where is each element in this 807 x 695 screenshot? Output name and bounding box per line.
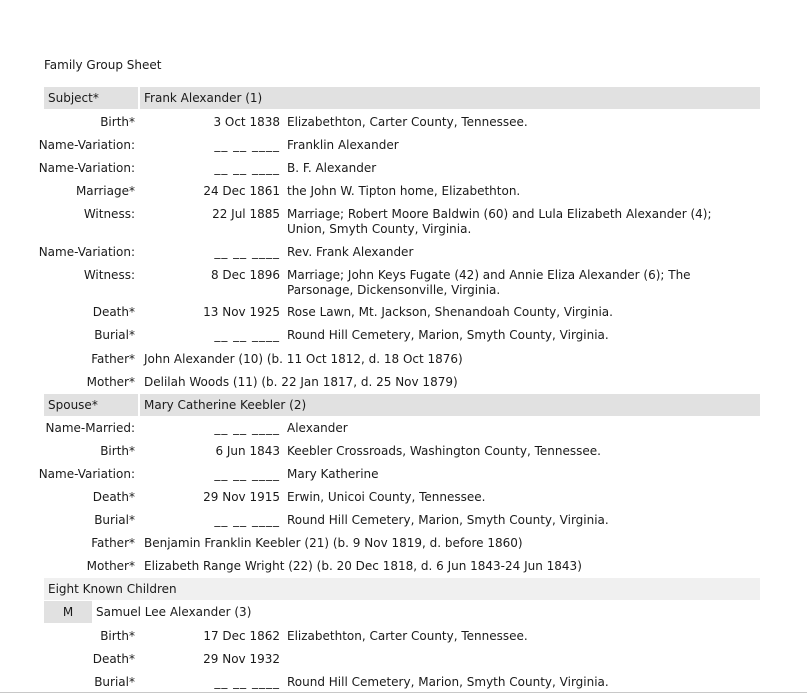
- event-date: 22 Jul 1885: [212, 207, 280, 221]
- event-place: Elizabethton, Carter County, Tennessee.: [287, 629, 528, 643]
- event-date: __ __ ____: [214, 161, 280, 175]
- event-place: Round Hill Cemetery, Marion, Smyth County, Virginia.: [287, 513, 609, 527]
- event-label: Name-Variation:: [38, 467, 135, 481]
- event-place: Marriage; John Keys Fugate (42) and Annie Eliza Alexander (6); The Parsonage, Dickensonville, Virginia.: [287, 268, 691, 297]
- child-row: [44, 601, 760, 623]
- event-date: 24 Dec 1861: [203, 184, 280, 198]
- event-place: Rev. Frank Alexander: [287, 245, 414, 259]
- child-sex-badge: M: [44, 601, 92, 623]
- subject-name: Frank Alexander (1): [144, 91, 263, 105]
- spouse-header: [44, 394, 760, 416]
- subject-header: [44, 87, 760, 109]
- event-label: Name-Variation:: [38, 161, 135, 175]
- event-date: __ __ ____: [214, 467, 280, 481]
- spouse-name: Mary Catherine Keebler (2): [144, 398, 307, 412]
- subject-label: Subject*: [48, 91, 99, 105]
- event-label: Name-Variation:: [38, 138, 135, 152]
- event-label: Name-Variation:: [38, 245, 135, 259]
- event-place: Elizabethton, Carter County, Tennessee.: [287, 115, 528, 129]
- event-label: Death*: [92, 652, 135, 666]
- event-label: Burial*: [94, 675, 135, 689]
- event-place: Round Hill Cemetery, Marion, Smyth County, Virginia.: [287, 328, 609, 342]
- event-label: Name-Married:: [45, 421, 135, 435]
- child-name: Samuel Lee Alexander (3): [96, 605, 252, 619]
- event-date: 29 Nov 1915: [203, 490, 280, 504]
- event-place: Mary Katherine: [287, 467, 379, 481]
- event-label: Marriage*: [75, 184, 135, 198]
- parent-value: Delilah Woods (11) (b. 22 Jan 1817, d. 25 Nov 1879): [144, 375, 458, 389]
- event-date: 3 Oct 1838: [213, 115, 280, 129]
- event-date: __ __ ____: [214, 138, 280, 152]
- header-divider: [138, 87, 140, 109]
- event-date: __ __ ____: [214, 675, 280, 689]
- event-label: Birth*: [100, 115, 135, 129]
- event-label: Witness:: [83, 207, 135, 221]
- spouse-label: Spouse*: [48, 398, 98, 412]
- event-label: Burial*: [94, 513, 135, 527]
- page-bottom-divider: [0, 692, 807, 693]
- event-place: Round Hill Cemetery, Marion, Smyth County, Virginia.: [287, 675, 609, 689]
- event-label: Burial*: [94, 328, 135, 342]
- event-place: Alexander: [287, 421, 348, 435]
- event-label: Death*: [92, 490, 135, 504]
- parent-label: Mother*: [86, 375, 135, 389]
- event-date: 29 Nov 1932: [203, 652, 280, 666]
- parent-label: Father*: [91, 536, 135, 550]
- event-place: Erwin, Unicoi County, Tennessee.: [287, 490, 486, 504]
- event-place: Rose Lawn, Mt. Jackson, Shenandoah County, Virginia.: [287, 305, 613, 319]
- page-title: Family Group Sheet: [44, 58, 162, 72]
- event-label: Birth*: [100, 444, 135, 458]
- event-label: Death*: [92, 305, 135, 319]
- children-header: [44, 578, 760, 600]
- event-date: 8 Dec 1896: [210, 268, 280, 282]
- event-date: 6 Jun 1843: [215, 444, 280, 458]
- event-place: Franklin Alexander: [287, 138, 399, 152]
- children-header-label: Eight Known Children: [48, 582, 177, 596]
- event-label: Witness:: [83, 268, 135, 282]
- parent-label: Mother*: [86, 559, 135, 573]
- event-label: Birth*: [100, 629, 135, 643]
- event-date: __ __ ____: [214, 421, 280, 435]
- event-place: Keebler Crossroads, Washington County, Tennessee.: [287, 444, 601, 458]
- header-divider: [138, 394, 140, 416]
- parent-label: Father*: [91, 352, 135, 366]
- parent-value: John Alexander (10) (b. 11 Oct 1812, d. 18 Oct 1876): [144, 352, 463, 366]
- event-place: the John W. Tipton home, Elizabethton.: [287, 184, 521, 198]
- event-date: 13 Nov 1925: [203, 305, 280, 319]
- event-date: __ __ ____: [214, 328, 280, 342]
- parent-value: Benjamin Franklin Keebler (21) (b. 9 Nov 1819, d. before 1860): [144, 536, 523, 550]
- event-date: 17 Dec 1862: [203, 629, 280, 643]
- event-date: __ __ ____: [214, 245, 280, 259]
- parent-value: Elizabeth Range Wright (22) (b. 20 Dec 1818, d. 6 Jun 1843-24 Jun 1843): [144, 559, 582, 573]
- event-date: __ __ ____: [214, 513, 280, 527]
- event-place: B. F. Alexander: [287, 161, 377, 175]
- event-place: Marriage; Robert Moore Baldwin (60) and Lula Elizabeth Alexander (4); Union, Smyth County, Virginia.: [287, 207, 712, 236]
